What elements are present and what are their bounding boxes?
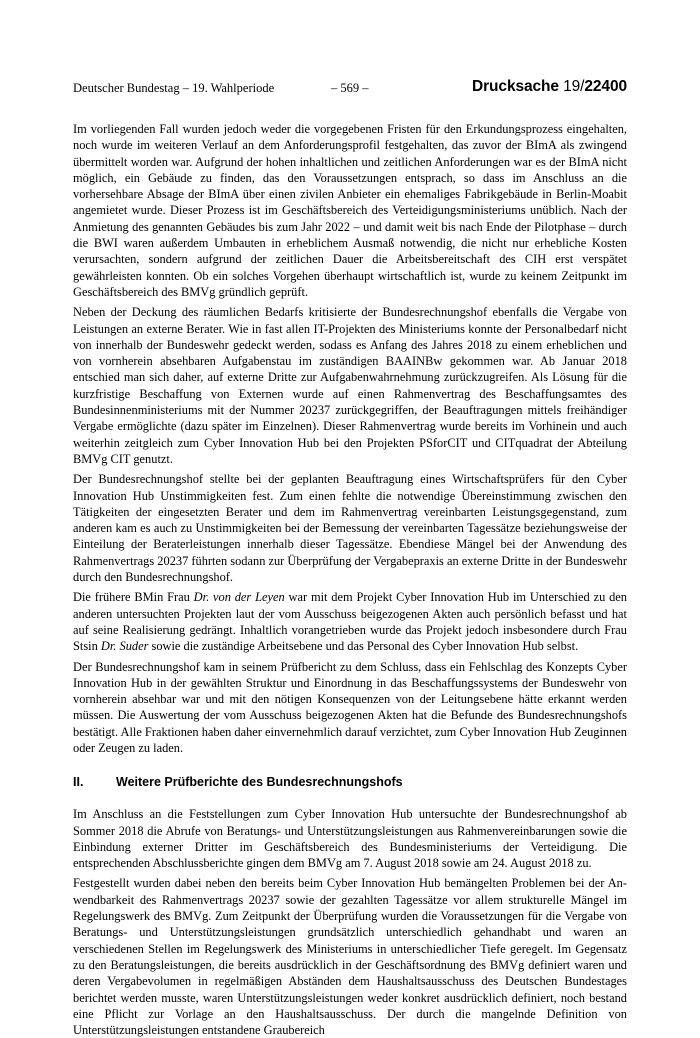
paragraph-text: Die frühere BMin Frau [73,590,194,605]
header-doc-id: 22400 [584,78,627,95]
section-heading [73,774,627,790]
paragraph-text: Der Bundesrechnungshof stellte bei der geplanten Beauftragung eines Wirtschaftsprüfers für den Cyber Innovation Hub Unstimmigkeiten fest. Zum einen fehlte die notwendige Übereinstimmung zwischen den Tätigkeiten der eingesetzten Berater und dem im Rahmenvertrag vereinbarten Leistungsgegenstand, zum anderen kam es auch zu Unstimmigkeiten bei der Bemessung der vereinbarten Tagessätze beziehungsweise der Einteilung der Beraterleistungen innerhalb dieser Tagessätze. Ebendiese Mängel bei der Anwendung des Rahmenvertrags 20237 führten sodann zur Überprüfung der Vergabepraxis an externe Dritte in der Bundeswehr durch den Bundesrechnungshof. [73,472,627,585]
paragraph-text: Festgestellt wurden dabei neben den bereits beim Cyber Innovation Hub bemängelten Problemen bei der Anwendbarkeit des Rahmenvertrags 20237 sowie der gezahlten Tagessätze vor allem strukturelle Mängel im Regelungswerk des BMVg. Zum Zeitpunkt der Überprüfung wurden die Voraussetzungen für die Vergabe von Beratungs- und Unterstützungsleistungen grundsätzlich unterschiedlich gehandhabt und waren an verschiedenen Stellen im Regelungswerk des Ministeriums in unterschiedlicher Tiefe geregelt. Im Gegensatz zu den Beratungsleistungen, die bereits ausdrücklich in der Geschäftsordnung des BMVg definiert waren und deren Vergabevolumen in regelmäßigen Abständen dem Haushaltsausschuss des Deutschen Bundestages berichtet werden musste, waren Unterstützungsleistungen weder konkret ausdrücklich definiert, noch bestand eine Pflicht zur Vorlage an den Haushaltsausschuss. Der durch die mangelnde Definition von Unterstützungsleistungen entstandene Graubereich [73,876,627,1038]
header-parliament-title: Deutscher Bundestag – 19. Wahlperiode [73,81,275,95]
section-number: II. [73,775,84,790]
paragraph-text: war mit dem Projekt Cyber Innovation Hub im Unterschied zu den anderen untersuchten Projekten laut der vom Ausschuss beigezogenen Akten auch persönlich befasst und hat auf seine Realisierung gedrängt. Inhaltlich vorangetrieben wurde das Projekt jedoch insbesondere durch Frau Stsin [73,590,628,654]
page-header [73,78,627,98]
paragraph [73,304,627,467]
italic-name: Dr. Suder [100,639,149,654]
body-text [73,121,627,1038]
section-title: Weitere Prüfberichte des Bundesrechnungshofs [116,775,403,790]
header-doc-label: Drucksache [472,78,559,95]
italic-name: Dr. von der Leyen [193,590,285,605]
paragraph-text: Neben der Deckung des räumlichen Bedarfs kritisierte der Bundesrechnungshof ebenfalls die Vergabe von Leistungen an externe Berater. Wie in fast allen IT-Projekten des Ministeriums konnte der Personalbedarf nicht von innerhalb der Bundeswehr gedeckt werden, sodass es Anfang des Jahres 2018 zu einem erheblichen und von vornherein absehbaren Aufgabenstau im zuständigen BAAINBw gekommen war. Ab Januar 2018 entschied man sich daher, auf externe Dritte zur Aufgabenwahrnehmung zurückzugreifen. Als Lösung für die kurzfristige Beschaffung von Externen wurde auf einen Rahmenvertrag des Beschaffungsamtes des Bundesinnenministeriums mit der Nummer 20237 zurückgegriffen, der Beauftragungen mittels freihändiger Vergabe ermöglichte (dazu später im Einzelnen). Dieser Rahmenvertrag wurde bereits im Vorhinein und auch weiterhin zeitgleich zum Cyber Innovation Hub bei den Projekten PSforCIT und CITquadrat der Abteilung BMVg CIT genutzt. [73,305,627,466]
header-page-number: – 569 – [331,81,369,95]
section-paragraph-group [73,806,627,1038]
paragraph [73,659,627,757]
paragraph-text: sowie die zuständige Arbeitsebene und das Personal des Cyber Innovation Hub selbst. [148,639,579,654]
paragraph-group [73,121,627,756]
paragraph [73,589,627,654]
header-doc-period: 19/ [563,78,585,95]
paragraph-text: Im Anschluss an die Feststellungen zum Cyber Innovation Hub untersuchte der Bundesrechnungshof ab Sommer 2018 die Abrufe von Beratungs- und Unterstützungsleistungen aus Rahmenvereinbarungen sowie die Einbindung externer Dritter im Geschäftsbereich des Bundesministeriums der Verteidigung. Die entsprechenden Abschlussberichte gingen dem BMVg am 7. August 2018 sowie am 24. August 2018 zu. [73,807,627,871]
paragraph [73,875,627,1038]
header-document-number [472,78,627,96]
paragraph [73,471,627,585]
paragraph-text: Der Bundesrechnungshof kam in seinem Prüfbericht zu dem Schluss, dass ein Fehlschlag des Konzepts Cyber Innovation Hub in der gewählten Struktur und Einordnung in das Beschaffungssystems der Bundeswehr von vornherein absehbar war und mit den nötigen Konsequenzen von der Leitungsebene hätte erkannt werden müssen. Die Auswertung der vom Ausschuss beigezogenen Akten hat die Befunde des Bundesrechnungshofs bestätigt. Alle Fraktionen haben daher einvernehmlich darauf verzichtet, zum Cyber Innovation Hub Zeuginnen oder Zeugen zu laden. [73,659,627,755]
paragraph-text: Im vorliegenden Fall wurden jedoch weder die vorgegebenen Fristen für den Erkundungsprozess eingehalten, noch wurde im weiteren Verlauf an dem Anforderungsprofil festgehalten, das zuvor der BImA als zwingend übermittelt worden war. Aufgrund der hohen inhaltlichen und zeitlichen Anforderungen war es der BImA nicht möglich, ein Gebäude zu finden, das den Voraussetzungen entsprach, so dass im Anschluss an die vorhersehbare Absage der BImA über einen zivilen Anbieter ein ehemaliges Fabrikgebäude in Berlin-Moabit angemietet wurde. Dieser Prozess ist im Geschäftsbereich des Verteidigungsministeriums unüblich. Nach der Anmietung des genannten Gebäudes bis zum Jahr 2022 – und damit weit bis nach Ende der Pilotphase – durch die BWI waren außerdem Umbauten in erheblichem Ausmaß notwendig, die nicht nur erhebliche Kosten verursachten, sondern aufgrund der zeitlichen Dauer die Arbeitsbereitschaft des CIH erst verspätet gewährleisten konnten. Ob ein solches Vorgehen überhaupt wirtschaftlich ist, wurde zu keinem Zeitpunkt im Geschäftsbereich des BMVg gründlich geprüft. [73,122,627,299]
paragraph [73,806,627,871]
paragraph [73,121,627,300]
